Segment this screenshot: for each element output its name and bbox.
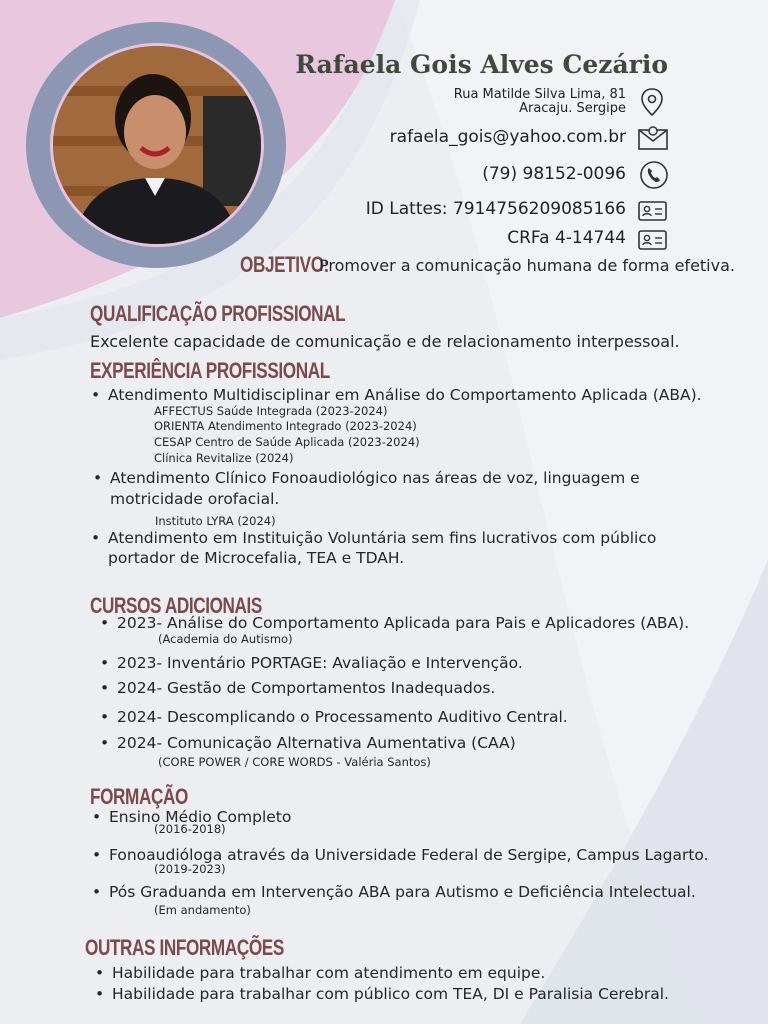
experience-item-2-detail: Instituto LYRA (2024) [155,514,276,528]
other-info-item: • Habilidade para trabalhar com atendimento em equipe. [112,964,545,982]
other-info-heading: OUTRAS INFORMAÇÕES [85,935,284,960]
experience-item-1-detail: ORIENTA Atendimento Integrado (2023-2024) [154,419,417,433]
courses-heading: CURSOS ADICIONAIS [90,593,262,618]
course-item-detail: (CORE POWER / CORE WORDS - Valéria Santos) [158,755,431,769]
person-name: Rafaela Gois Alves Cezário [295,50,668,79]
experience-item-1-detail: AFFECTUS Saúde Integrada (2023-2024) [154,404,388,418]
id-card-icon [637,200,669,222]
course-item: • 2024- Descomplicando o Processamento Auditivo Central. [117,708,568,726]
objective-label: OBJETIVO: [240,252,329,277]
experience-item-2: • Atendimento Clínico Fonoaudiológico nas áreas de voz, linguagem e [110,469,640,487]
experience-heading: EXPERIÊNCIA PROFISSIONAL [90,358,330,383]
experience-item-1: • Atendimento Multidisciplinar em Análise do Comportamento Aplicada (ABA). [108,386,702,404]
crfa-text: CRFa 4-14744 [507,228,626,248]
course-item: • 2024- Comunicação Alternativa Aumentativa (CAA) [117,734,516,752]
qualification-text: Excelente capacidade de comunicação e de relacionamento interpessoal. [90,332,680,351]
experience-item-3: • Atendimento em Instituição Voluntária sem fins lucrativos com público [108,529,656,547]
experience-item-3-line-2: portador de Microcefalia, TEA e TDAH. [108,549,405,567]
phone-text: (79) 98152-0096 [482,164,626,184]
lattes-id-text: ID Lattes: 7914756209085166 [365,199,626,219]
address-line-1: Rua Matilde Silva Lima, 81 [453,87,626,102]
location-pin-icon [637,86,667,118]
education-item-detail: (Em andamento) [154,903,251,917]
course-item: • 2023- Inventário PORTAGE: Avaliação e Intervenção. [117,654,523,672]
objective-text: Promover a comunicação humana de forma efetiva. [319,256,735,275]
profile-photo [50,43,264,247]
email-text: rafaela_gois@yahoo.com.br [389,127,626,147]
education-item-detail: (2016-2018) [154,822,226,836]
qualification-heading: QUALIFICAÇÃO PROFISSIONAL [90,301,346,326]
other-info-item: • Habilidade para trabalhar com público com TEA, DI e Paralisia Cerebral. [112,985,669,1003]
experience-item-2-line-2: motricidade orofacial. [110,490,280,508]
course-item: • 2023- Análise do Comportamento Aplicada para Pais e Aplicadores (ABA). [117,614,689,632]
education-item: • Fonoaudióloga através da Universidade Federal de Sergipe, Campus Lagarto. [109,846,709,864]
address-line-2: Aracaju. Sergipe [519,101,626,116]
course-item: • 2024- Gestão de Comportamentos Inadequados. [117,679,495,697]
education-item-detail: (2019-2023) [154,862,226,876]
experience-item-1-detail: Clínica Revitalize (2024) [154,451,294,465]
course-item-detail: (Academia do Autismo) [158,632,293,646]
education-item: • Ensino Médio Completo [109,808,291,826]
id-card-icon [637,229,669,251]
experience-item-1-detail: CESAP Centro de Saúde Aplicada (2023-2024) [154,435,420,449]
education-item: • Pós Graduanda em Intervenção ABA para Autismo e Deficiência Intelectual. [109,883,696,901]
envelope-icon [637,124,669,152]
education-heading: FORMAÇÃO [90,784,188,809]
phone-icon [639,160,669,190]
